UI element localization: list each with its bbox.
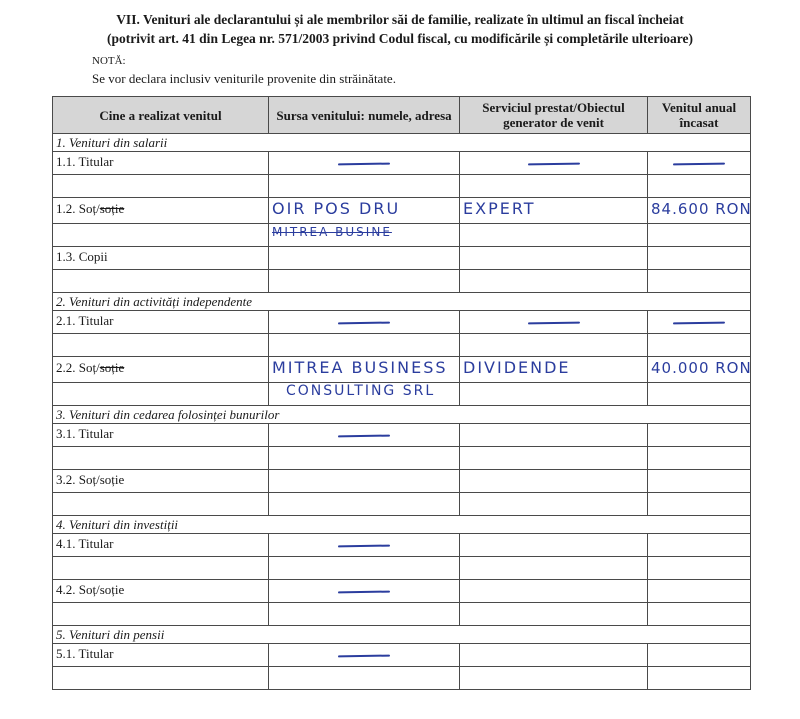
col-header-source: Sursa venitului: numele, adresa [269,97,460,134]
note-text: Se vor declara inclusiv veniturile provenite din străinătate. [92,71,396,86]
section-row [53,626,751,644]
source-cell-continuation [269,383,460,406]
empty-cell [53,493,269,516]
empty-cell [648,603,751,626]
handwritten-dash [673,163,725,166]
empty-cell [460,557,648,580]
table-row [53,198,751,224]
service-cell [460,198,648,224]
empty-cell [648,175,751,198]
service-cell [460,357,648,383]
source-cell-continuation [269,175,460,198]
amount-cell [648,580,751,603]
section-title: 1. Venituri din salarii [53,134,751,152]
source-cell-continuation [269,447,460,470]
amount-cell-text: 40.000 RON [651,359,752,377]
amount-cell-text: 84.600 RON [651,200,752,218]
empty-cell [648,667,751,690]
empty-cell [53,175,269,198]
empty-cell [53,383,269,406]
source-cell-continuation [269,493,460,516]
source-cell-continuation [269,224,460,247]
table-row [53,644,751,667]
table-row [53,357,751,383]
row-label-struck: soție [99,201,125,216]
row-label [53,580,269,603]
empty-cell [53,270,269,293]
table-row [53,424,751,447]
handwritten-dash [338,163,390,166]
table-row-continuation [53,667,751,690]
source-cell-continuation [269,667,460,690]
empty-cell [648,383,751,406]
table-row-continuation [53,270,751,293]
source-cell [269,357,460,383]
row-label-text: 2.1. Titular [56,313,114,328]
row-label-text: 4.2. Soț/soție [56,582,125,597]
empty-cell [648,447,751,470]
empty-cell [460,224,648,247]
struck-source-text: MITREA BUSINE [272,225,392,239]
empty-cell [53,224,269,247]
source-cell [269,470,460,493]
amount-cell [648,534,751,557]
income-table [52,96,751,690]
empty-cell [460,383,648,406]
handwritten-dash [527,322,579,325]
row-label-text: 1.2. Soț/ [56,201,100,216]
service-cell [460,247,648,270]
service-cell-text: EXPERT [463,199,536,218]
section-title: 5. Venituri din pensii [53,626,751,644]
handwritten-dash [673,322,725,325]
source-cell [269,247,460,270]
amount-cell [648,152,751,175]
table-row [53,311,751,334]
table-row-continuation [53,603,751,626]
service-cell [460,470,648,493]
empty-cell [53,557,269,580]
empty-cell [460,334,648,357]
section-title: 3. Venituri din cedarea folosinței bunurilor [53,406,751,424]
handwritten-dash [338,545,390,548]
service-cell [460,534,648,557]
section-row [53,134,751,152]
source-cell-continuation [269,557,460,580]
handwritten-dash [338,591,390,594]
row-label-text: 1.1. Titular [56,154,114,169]
row-label-text: 4.1. Titular [56,536,114,551]
section-title: 2. Venituri din activități independente [53,293,751,311]
amount-cell [648,470,751,493]
table-row-continuation [53,383,751,406]
handwritten-dash [338,322,390,325]
source-cell [269,534,460,557]
empty-cell [460,270,648,293]
row-label [53,644,269,667]
table-row-continuation [53,224,751,247]
source-cell [269,152,460,175]
handwritten-dash [338,435,390,438]
table-row-continuation [53,557,751,580]
empty-cell [648,270,751,293]
empty-cell [460,493,648,516]
empty-cell [460,667,648,690]
empty-cell [53,603,269,626]
row-label-text: 3.2. Soț/soție [56,472,125,487]
service-cell [460,424,648,447]
col-header-service: Serviciul prestat/Obiectul generator de venit [460,97,648,134]
service-cell [460,580,648,603]
source-cell [269,424,460,447]
service-cell-text: DIVIDENDE [463,358,571,377]
source-line2-text: CONSULTING SRL [286,383,436,399]
service-cell [460,311,648,334]
empty-cell [460,447,648,470]
row-label-text: 2.2. Soț/ [56,360,100,375]
source-cell [269,580,460,603]
table-row [53,580,751,603]
empty-cell [648,224,751,247]
amount-cell [648,311,751,334]
amount-cell [648,247,751,270]
section-row [53,293,751,311]
table-row [53,247,751,270]
empty-cell [53,667,269,690]
source-cell [269,198,460,224]
title-line-2: (potrivit art. 41 din Legea nr. 571/2003 privind Codul fiscal, cu modificările și completările ulterioare) [106,31,694,46]
empty-cell [460,175,648,198]
source-cell-text: OIR POS DRU [272,199,401,218]
table-row-continuation [53,493,751,516]
row-label [53,311,269,334]
amount-cell [648,357,751,383]
empty-cell [648,557,751,580]
table-row [53,534,751,557]
row-label [53,152,269,175]
table-row-continuation [53,334,751,357]
source-cell [269,644,460,667]
section-row [53,516,751,534]
empty-cell [648,493,751,516]
amount-cell [648,424,751,447]
service-cell [460,152,648,175]
section-title [0,10,800,48]
service-cell [460,644,648,667]
empty-cell [53,447,269,470]
section-title: 4. Venituri din investiții [53,516,751,534]
source-cell-continuation [269,334,460,357]
amount-cell [648,644,751,667]
row-label-text: 1.3. Copii [56,249,108,264]
row-label [53,470,269,493]
source-cell-continuation [269,270,460,293]
row-label [53,534,269,557]
table-row-continuation [53,175,751,198]
col-header-amount: Venitul anual încasat [648,97,751,134]
handwritten-dash [338,655,390,658]
table-row [53,152,751,175]
row-label-text: 3.1. Titular [56,426,114,441]
section-row [53,406,751,424]
empty-cell [648,334,751,357]
table-row [53,470,751,493]
source-cell-continuation [269,603,460,626]
row-label [53,357,269,383]
empty-cell [460,603,648,626]
col-header-who: Cine a realizat venitul [53,97,269,134]
handwritten-dash [527,163,579,166]
amount-cell [648,198,751,224]
note-label: NOTĂ: [92,55,126,67]
empty-cell [53,334,269,357]
title-line-1: VII. Venituri ale declarantului și ale membrilor săi de familie, realizate în ultimul an fiscal încheiat [116,12,684,27]
row-label [53,198,269,224]
source-cell-text: MITREA BUSINESS [272,358,448,377]
row-label-struck: soție [99,360,125,375]
row-label-text: 5.1. Titular [56,646,114,661]
table-row-continuation [53,447,751,470]
row-label [53,247,269,270]
row-label [53,424,269,447]
table-header-row [53,97,751,134]
source-cell [269,311,460,334]
